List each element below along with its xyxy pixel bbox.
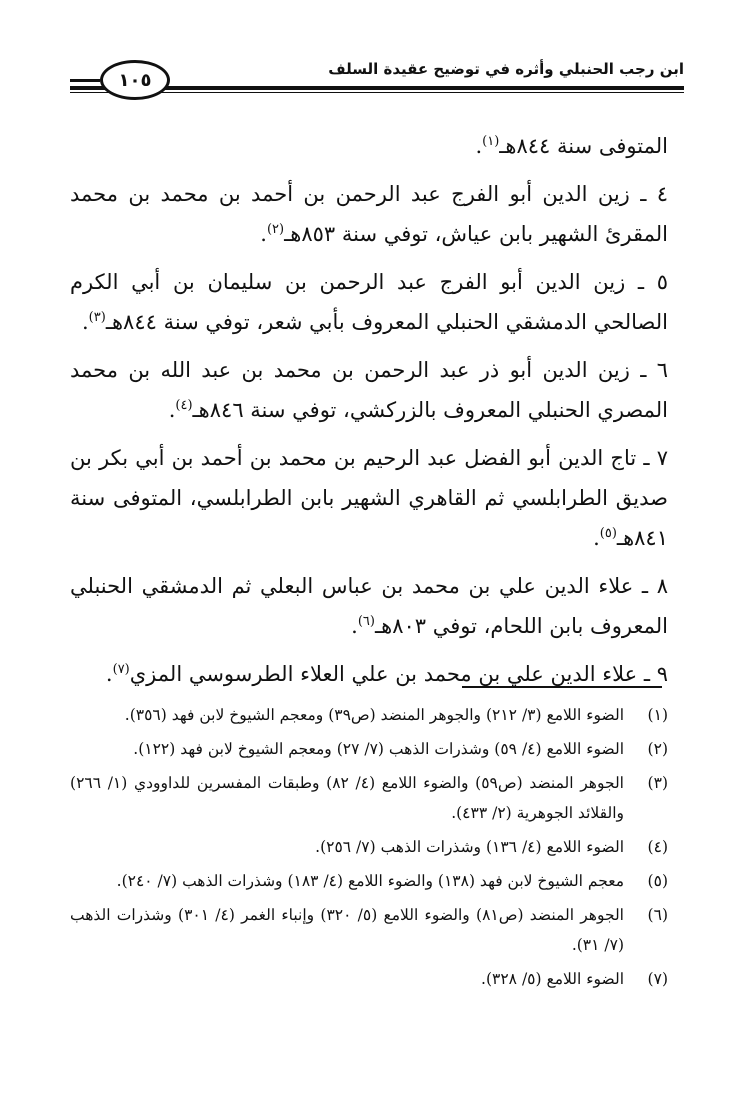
footnote-number: (٤) (647, 838, 668, 856)
footnote-text: الضوء اللامع (٥/ ٣٢٨). (481, 970, 624, 988)
paragraph: ٧ ـ تاج الدين أبو الفضل عبد الرحيم بن محمد بن أحمد بن أبي بكر بن صديق الطرابلسي ثم القاهري الشهير بابن الطرابلسي، المتوفى سنة ٨٤١هـ$^{(٥)}$. (70, 446, 668, 550)
paragraph: ٩ ـ علاء الدين علي بن محمد بن علي العلاء الطرسوسي المزي$^{(٧)}$. (105, 662, 668, 686)
paragraph: المتوفى سنة ٨٤٤هـ$^{(١)}$. (475, 134, 668, 158)
footnote-text: الضوء اللامع (٤/ ١٣٦) وشذرات الذهب (٧/ ٢٥٦). (315, 838, 624, 856)
footnote-marker: (٥) (599, 526, 617, 541)
footnote (70, 964, 668, 994)
footnote-text: الجوهر المنضد (ص٥٩) والضوء اللامع (٤/ ٨٢) وطبقات المفسرين للداوودي (١/ ٢٦٦) والقلائد الجوهرية (٢/ ٤٣٣). (70, 774, 624, 822)
footnote-number: (٧) (647, 970, 668, 988)
footnote-text: الضوء اللامع (٣/ ٢١٢) والجوهر المنضد (ص٣٩) ومعجم الشيوخ لابن فهد (٣٥٦). (124, 706, 624, 724)
page-number-text: ١٠٥ (118, 69, 152, 91)
footnote-marker: (٧) (112, 662, 130, 677)
footnote-number: (١) (647, 706, 668, 724)
main-text (70, 126, 668, 694)
footnote (70, 700, 668, 730)
footnote (70, 900, 668, 960)
paragraph: ٥ ـ زين الدين أبو الفرج عبد الرحمن بن سليمان بن أبي الكرم الصالحي الدمشقي الحنبلي المعروف بأبي شعر، توفي سنة ٨٤٤هـ$^{(٣)}$. (70, 270, 668, 334)
footnote-marker: (٣) (88, 310, 106, 325)
paragraph: ٤ ـ زين الدين أبو الفرج عبد الرحمن بن أحمد بن محمد بن محمد المقرئ الشهير بابن عياش، توفي سنة ٨٥٣هـ$^{(٢)}$. (70, 182, 668, 246)
page-number (100, 60, 170, 100)
header-rule-left-upper (70, 79, 100, 82)
footnote (70, 832, 668, 862)
footnote-number: (٢) (647, 740, 668, 758)
footnote-text: الجوهر المنضد (ص٨١) والضوء اللامع (٥/ ٣٢٠) وإنباء الغمر (٤/ ٣٠١) وشذرات الذهب (٧/ ٣١). (70, 906, 624, 954)
footnote-separator (462, 686, 662, 688)
paragraph: ٨ ـ علاء الدين علي بن محمد بن عباس البعلي ثم الدمشقي الحنبلي المعروف بابن اللحام، توفي ٨٠٣هـ$^{(٦)}$. (70, 574, 668, 638)
footnote-number: (٣) (647, 774, 668, 792)
footnotes (70, 700, 668, 994)
footnote (70, 866, 668, 896)
paragraph: ٦ ـ زين الدين أبو ذر عبد الرحمن بن محمد بن عبد الله بن محمد المصري الحنبلي المعروف بالزركشي، توفي سنة ٨٤٦هـ$^{(٤)}$. (70, 358, 668, 422)
footnote (70, 768, 668, 828)
footnote-text: الضوء اللامع (٤/ ٥٩) وشذرات الذهب (٧/ ٢٧) ومعجم الشيوخ لابن فهد (١٢٢). (133, 740, 624, 758)
footnote (70, 734, 668, 764)
footnote-marker: (٦) (357, 614, 375, 629)
footnote-number: (٦) (647, 906, 668, 924)
running-header-title: ابن رجب الحنبلي وأثره في توضيح عقيدة السلف (328, 60, 684, 78)
footnote-marker: (٢) (266, 222, 285, 237)
footnote-marker: (٤) (175, 398, 193, 413)
footnote-number: (٥) (647, 872, 668, 890)
footnote-text: معجم الشيوخ لابن فهد (١٣٨) والضوء اللامع (٤/ ١٨٣) وشذرات الذهب (٧/ ٢٤٠). (116, 872, 624, 890)
footnote-marker: (١) (482, 134, 500, 149)
